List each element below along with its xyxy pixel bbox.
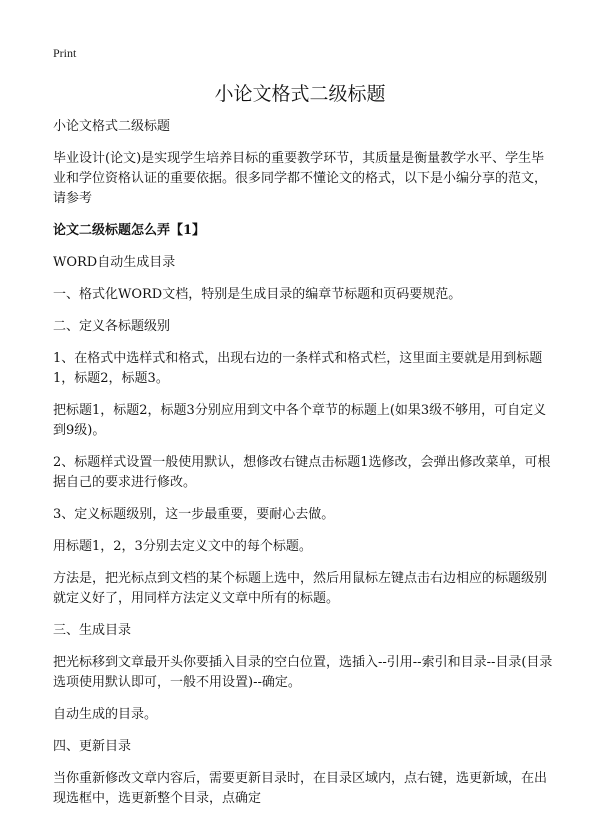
paragraph: 把标题1，标题2，标题3分别应用到文中各个章节的标题上(如果3级不够用，可自定义到9级)。 xyxy=(53,403,547,438)
section-heading: 论文二级标题怎么弄【1】 xyxy=(53,223,206,238)
paragraph: 当你重新修改文章内容后，需要更新目录时，在目录区域内，点右键，选更新域，在出现选框中，选更新整个目录，点确定 xyxy=(53,771,548,806)
paragraph: 用标题1，2，3分别去定义文中的每个标题。 xyxy=(53,539,312,554)
paragraph: 二、定义各标题级别 xyxy=(53,319,171,334)
paragraph: 小论文格式二级标题 xyxy=(53,119,171,134)
paragraph: 方法是，把光标点到文档的某个标题上选中，然后用鼠标左键点击右边相应的标题级别就定义好了，用同样方法定义文章中所有的标题。 xyxy=(53,571,548,606)
paragraph: WORD自动生成目录 xyxy=(53,255,176,270)
paragraph: 3、定义标题级别，这一步最重要，要耐心去做。 xyxy=(53,507,335,522)
print-link[interactable]: Print xyxy=(53,46,77,60)
paragraph: 1、在格式中选样式和格式，出现右边的一条样式和格式栏，这里面主要就是用到标题1，标题2，标题3。 xyxy=(53,351,543,386)
paragraph: 2、标题样式设置一般使用默认，想修改右键点击标题1选修改，会弹出修改菜单，可根据自己的要求进行修改。 xyxy=(53,455,551,490)
document-body xyxy=(53,117,553,821)
paragraph: 自动生成的目录。 xyxy=(53,707,158,722)
paragraph: 一、格式化WORD文档，特别是生成目录的编章节标题和页码要规范。 xyxy=(53,287,462,302)
paragraph: 把光标移到文章最开头你要插入目录的空白位置，选插入--引用--索引和目录--目录(目录选项使用默认即可，一般不用设置)--确定。 xyxy=(53,655,553,690)
page-title: 小论文格式二级标题 xyxy=(214,83,386,105)
paragraph: 毕业设计(论文)是实现学生培养目标的重要教学环节，其质量是衡量教学水平、学生毕业和学位资格认证的重要依据。很多同学都不懂论文的格式，以下是小编分享的范文，请参考 xyxy=(53,151,548,206)
paragraph: 三、生成目录 xyxy=(53,623,132,638)
paragraph: 四、更新目录 xyxy=(53,739,132,754)
